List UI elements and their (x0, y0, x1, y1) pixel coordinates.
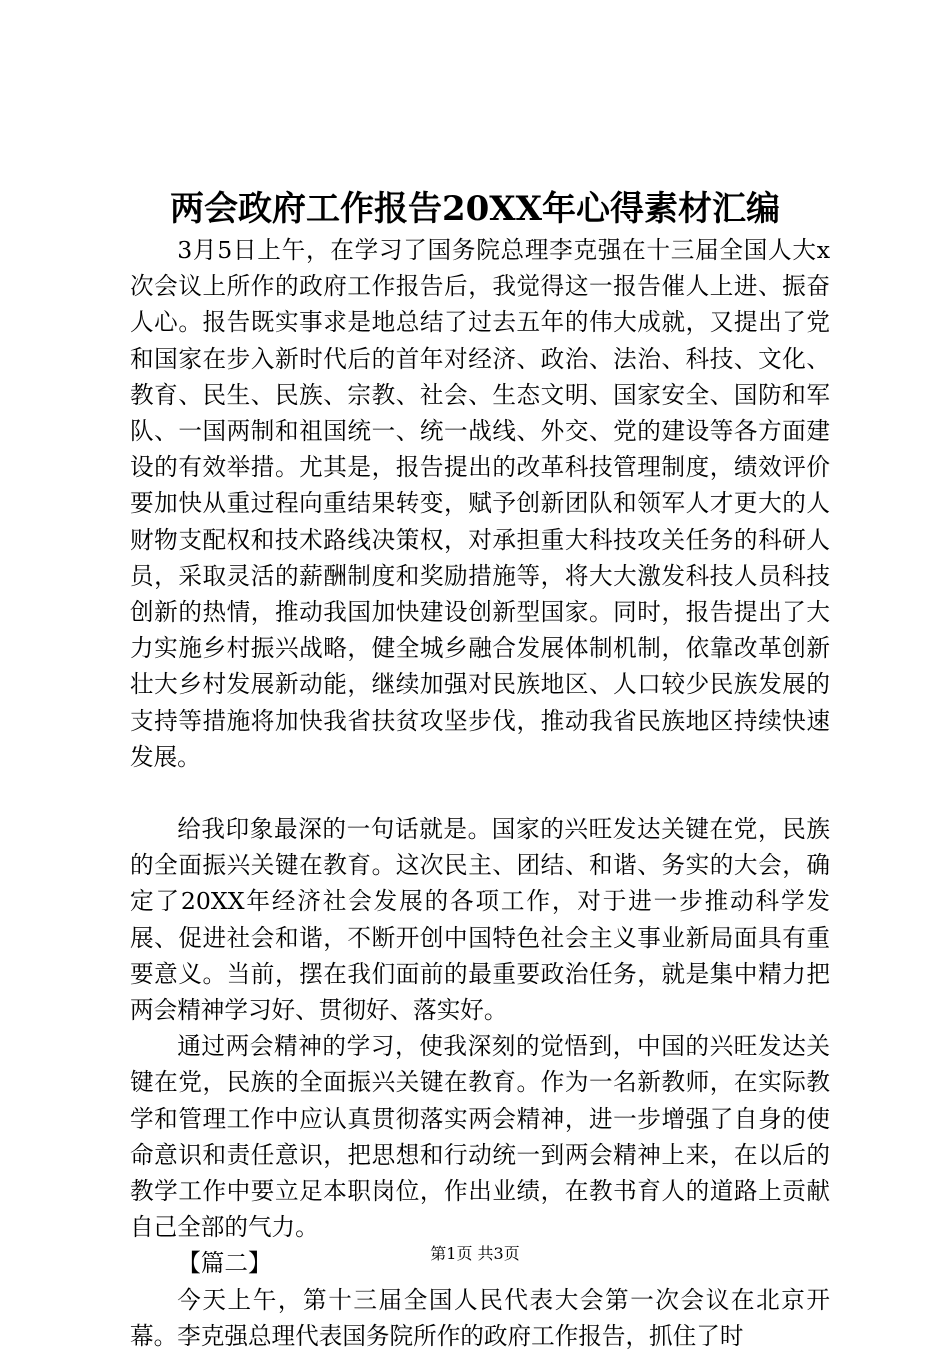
document-title: 两会政府工作报告20XX年心得素材汇编 (169, 189, 781, 229)
document-body (130, 232, 830, 1354)
body-paragraph-2: 给我印象最深的一句话就是。国家的兴旺发达关键在党，民族的全面振兴关键在教育。这次民主、团结、和谐、务实的大会，确定了20XX年经济社会发展的各项工作，对于进一步推动科学发展、促进社会和谐，不断开创中国特色社会主义事业新局面具有重要意义。当前，摆在我们面前的最重要政治任务，就是集中精力把两会精神学习好、贯彻好、落实好。 (130, 815, 830, 1025)
section-paragraph: 今天上午，第十三届全国人民代表大会第一次会议在北京开幕。李克强总理代表国务院所作的政府工作报告，抓住了时 (130, 1285, 830, 1350)
body-paragraph-1: 3月5日上午，在学习了国务院总理李克强在十三届全国人大x次会议上所作的政府工作报告后，我觉得这一报告催人上进、振奋人心。报告既实事求是地总结了过去五年的伟大成就，又提出了党和国家在步入新时代后的首年对经济、政治、法治、科技、文化、教育、民生、民族、宗教、社会、生态文明、国家安全、国防和军队、一国两制和祖国统一、统一战线、外交、党的建设等各方面建设的有效举措。尤其是，报告提出的改革科技管理制度，绩效评价要加快从重过程向重结果转变，赋予创新团队和领军人才更大的人财物支配权和技术路线决策权，对承担重大科技攻关任务的科研人员，采取灵活的薪酬制度和奖励措施等，将大大激发科技人员科技创新的热情，推动我国加快建设创新型国家。同时，报告提出了大力实施乡村振兴战略，健全城乡融合发展体制机制，依靠改革创新壮大乡村发展新动能，继续加强对民族地区、人口较少民族发展的支持等措施将加快我省扶贫攻坚步伐，推动我省民族地区持续快速发展。 (130, 236, 830, 771)
body-paragraph-3: 通过两会精神的学习，使我深刻的觉悟到，中国的兴旺发达关键在党，民族的全面振兴关键在教育。作为一名新教师，在实际教学和管理工作中应认真贯彻落实两会精神，进一步增强了自身的使命意识和责任意识，把思想和行动统一到两会精神上来，在以后的教学工作中要立足本职岗位，作出业绩，在教书育人的道路上贡献自己全部的气力。 (130, 1032, 830, 1242)
page-footer: 第1页 共3页 (430, 1244, 520, 1263)
section-heading: 【篇二】 (177, 1249, 272, 1278)
